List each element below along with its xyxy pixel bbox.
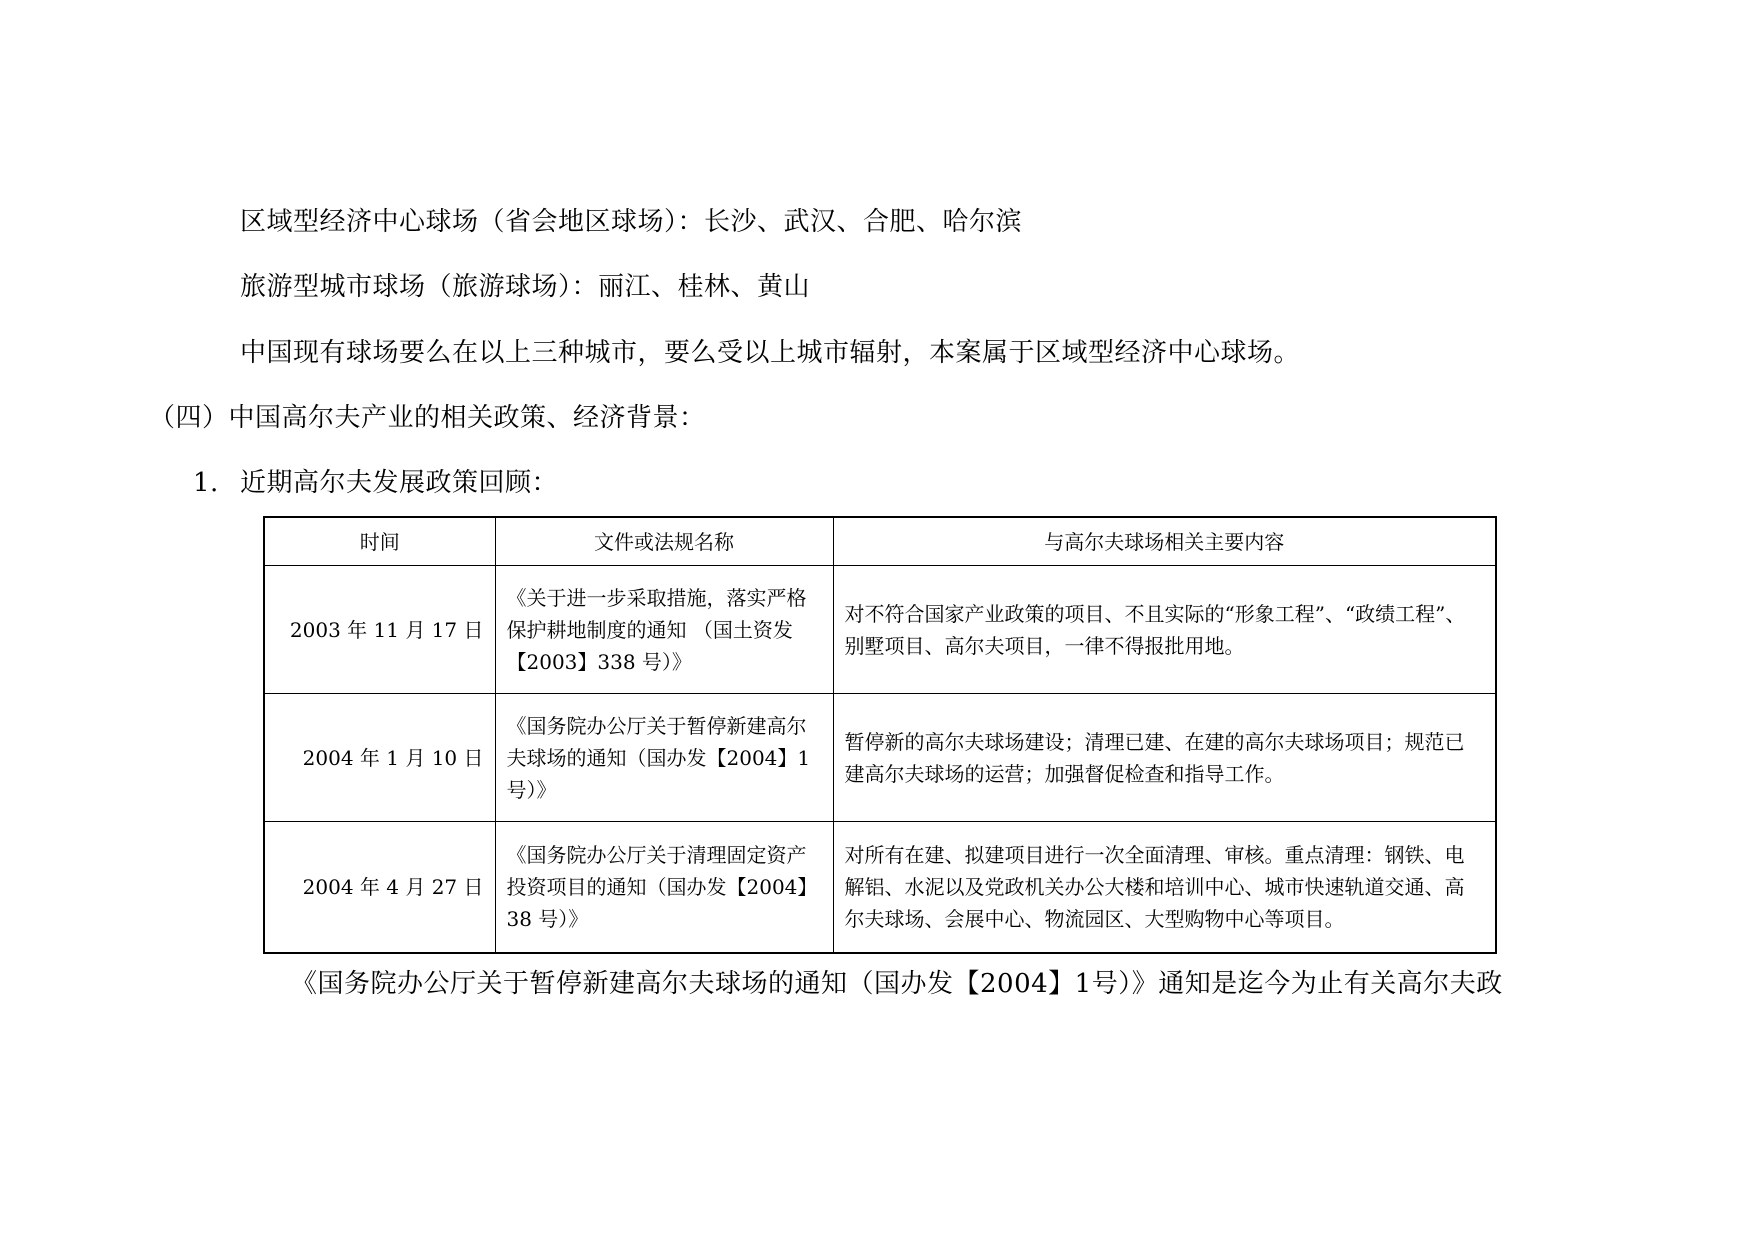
list-item-heading	[193, 467, 558, 499]
section-heading: （四）中国高尔夫产业的相关政策、经济背景：	[149, 403, 706, 433]
column-header-time: 时间	[264, 517, 495, 566]
table-header-row	[264, 517, 1496, 566]
cell-content: 对所有在建、拟建项目进行一次全面清理、审核。重点清理：钢铁、电解铝、水泥以及党政机关办公大楼和培训中心、城市快速轨道交通、高尔夫球场、会展中心、物流园区、大型购物中心等项目。	[833, 822, 1496, 954]
cell-content: 对不符合国家产业政策的项目、不且实际的“形象工程”、“政绩工程”、别墅项目、高尔夫项目，一律不得报批用地。	[833, 566, 1496, 694]
cell-date: 2003 年 11 月 17 日	[264, 566, 495, 694]
paragraph-tourism-courses: 旅游型城市球场（旅游球场）：丽江、桂林、黄山	[240, 272, 811, 302]
table-row	[264, 566, 1496, 694]
cell-document: 《关于进一步采取措施，落实严格保护耕地制度的通知 （国土资发【2003】338 号）》	[495, 566, 833, 694]
cell-document: 《国务院办公厅关于暂停新建高尔夫球场的通知（国办发【2004】1 号）》	[495, 694, 833, 822]
cell-date: 2004 年 1 月 10 日	[264, 694, 495, 822]
column-header-document: 文件或法规名称	[495, 517, 833, 566]
cell-content: 暂停新的高尔夫球场建设；清理已建、在建的高尔夫球场项目；规范已建高尔夫球场的运营；加强督促检查和指导工作。	[833, 694, 1496, 822]
list-item-number: 1.	[193, 468, 219, 498]
table-row	[264, 822, 1496, 954]
closing-paragraph: 《国务院办公厅关于暂停新建高尔夫球场的通知（国办发【2004】1号）》通知是迄今为止有关高尔夫政	[291, 969, 1503, 999]
paragraph-regional-courses: 区域型经济中心球场（省会地区球场）：长沙、武汉、合肥、哈尔滨	[240, 207, 1023, 237]
table-row	[264, 694, 1496, 822]
cell-document: 《国务院办公厅关于清理固定资产投资项目的通知（国办发【2004】38 号）》	[495, 822, 833, 954]
policy-table	[263, 516, 1497, 954]
column-header-content: 与高尔夫球场相关主要内容	[833, 517, 1496, 566]
list-item-title: 近期高尔夫发展政策回顾：	[240, 468, 559, 498]
paragraph-summary: 中国现有球场要么在以上三种城市，要么受以上城市辐射，本案属于区域型经济中心球场。	[240, 338, 1301, 368]
cell-date: 2004 年 4 月 27 日	[264, 822, 495, 954]
